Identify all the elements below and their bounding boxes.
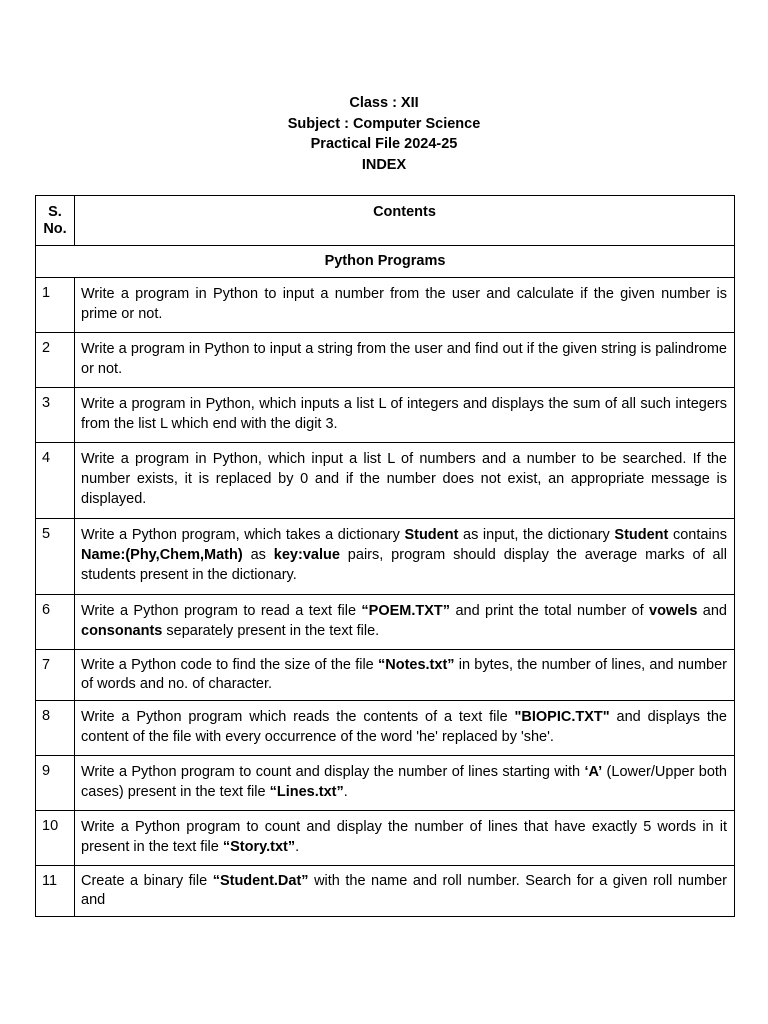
row-number: 4 — [36, 443, 75, 519]
text-run: pairs, program should display the average marks of all students present in the dictionary. — [81, 547, 727, 583]
row-number: 1 — [36, 278, 75, 333]
text-run: separately present in the text file. — [162, 623, 380, 639]
text-run: Write a program in Python to input a string from the user and find out if the given string is palindrome or not. — [81, 341, 727, 377]
bold-text: key:value — [273, 547, 340, 563]
table-row — [36, 866, 735, 917]
bold-text: “POEM.TXT” — [361, 603, 451, 619]
table-row — [36, 388, 735, 443]
bold-text: “Notes.txt” — [377, 657, 455, 673]
row-description — [75, 701, 735, 756]
practical-file-line: Practical File 2024-25 — [310, 136, 458, 152]
table-row — [36, 443, 735, 519]
bold-text: vowels — [649, 603, 698, 619]
text-run: . — [295, 839, 300, 855]
bold-text: “Lines.txt” — [269, 784, 344, 800]
section-row — [36, 246, 735, 278]
row-number: 9 — [36, 756, 75, 811]
row-number: 7 — [36, 650, 75, 701]
text-run: Write a Python program to count and display the number of lines starting with — [81, 764, 585, 780]
text-run: . — [343, 784, 348, 800]
table-row — [36, 519, 735, 595]
bold-text: "BIOPIC.TXT" — [514, 709, 610, 725]
text-run: Write a Python program to count and display the number of lines that have exactly 5 words in it present in the text file — [81, 819, 727, 855]
column-header-sno: S. No. — [36, 196, 75, 246]
text-run: and displays the content of the file with every occurrence of the word 'he' replaced by 'she'. — [81, 709, 727, 745]
row-number: 3 — [36, 388, 75, 443]
section-title: Python Programs — [36, 246, 735, 278]
column-header-contents: Contents — [75, 196, 735, 246]
table-row — [36, 650, 735, 701]
text-run: in bytes, the number of lines, and number of words and no. of character. — [81, 657, 727, 692]
row-description — [75, 595, 735, 650]
table-row — [36, 333, 735, 388]
bold-text: “Story.txt” — [222, 839, 296, 855]
text-run: Write a program in Python, which input a list L of numbers and a number to be searched. If the number exists, it is replaced by 0 and if the number does not exist, an appropriate message is displayed. — [81, 451, 727, 507]
bold-text: Student — [614, 527, 669, 543]
row-number: 8 — [36, 701, 75, 756]
bold-text: ‘A’ — [584, 764, 603, 780]
text-run: as — [242, 547, 274, 563]
text-run: Write a program in Python, which inputs a list L of integers and displays the sum of all such integers from the list L which end with the digit 3. — [81, 396, 727, 432]
row-description — [75, 519, 735, 595]
text-run: Write a Python program, which takes a dictionary — [81, 527, 405, 543]
text-run: with the name and roll number. Search for a given roll number and — [81, 873, 727, 908]
index-table — [35, 195, 735, 917]
index-title: INDEX — [361, 156, 407, 173]
bold-text: consonants — [81, 623, 163, 639]
text-run: (Lower/Upper both cases) present in the text file — [81, 764, 727, 800]
text-run: and — [697, 603, 727, 619]
row-number: 2 — [36, 333, 75, 388]
text-run: Write a Python program which reads the contents of a text file — [81, 709, 515, 725]
text-run: Create a binary file — [81, 873, 213, 889]
bold-text: Name:(Phy,Chem,Math) — [81, 547, 243, 563]
document-header — [0, 93, 768, 175]
row-description — [75, 811, 735, 866]
text-run: and print the total number of — [450, 603, 650, 619]
text-run: Write a program in Python to input a number from the user and calculate if the given number is prime or not. — [81, 286, 727, 322]
row-description — [75, 443, 735, 519]
table-row — [36, 756, 735, 811]
row-description — [75, 278, 735, 333]
row-number: 11 — [36, 866, 75, 917]
class-line: Class : XII — [349, 95, 419, 111]
text-run: as input, the dictionary — [458, 527, 615, 543]
text-run: Write a Python program to read a text file — [81, 603, 362, 619]
row-description — [75, 650, 735, 701]
row-number: 6 — [36, 595, 75, 650]
table-row — [36, 595, 735, 650]
row-number: 5 — [36, 519, 75, 595]
row-description — [75, 388, 735, 443]
row-description — [75, 756, 735, 811]
row-description — [75, 866, 735, 917]
text-run: Write a Python code to find the size of the file — [81, 657, 378, 673]
subject-line: Subject : Computer Science — [287, 115, 481, 132]
bold-text: Student — [404, 527, 459, 543]
table-header-row — [36, 196, 735, 246]
table-row — [36, 811, 735, 866]
table-row — [36, 701, 735, 756]
row-description — [75, 333, 735, 388]
text-run: contains — [668, 527, 727, 543]
table-row — [36, 278, 735, 333]
bold-text: “Student.Dat” — [212, 873, 309, 889]
row-number: 10 — [36, 811, 75, 866]
